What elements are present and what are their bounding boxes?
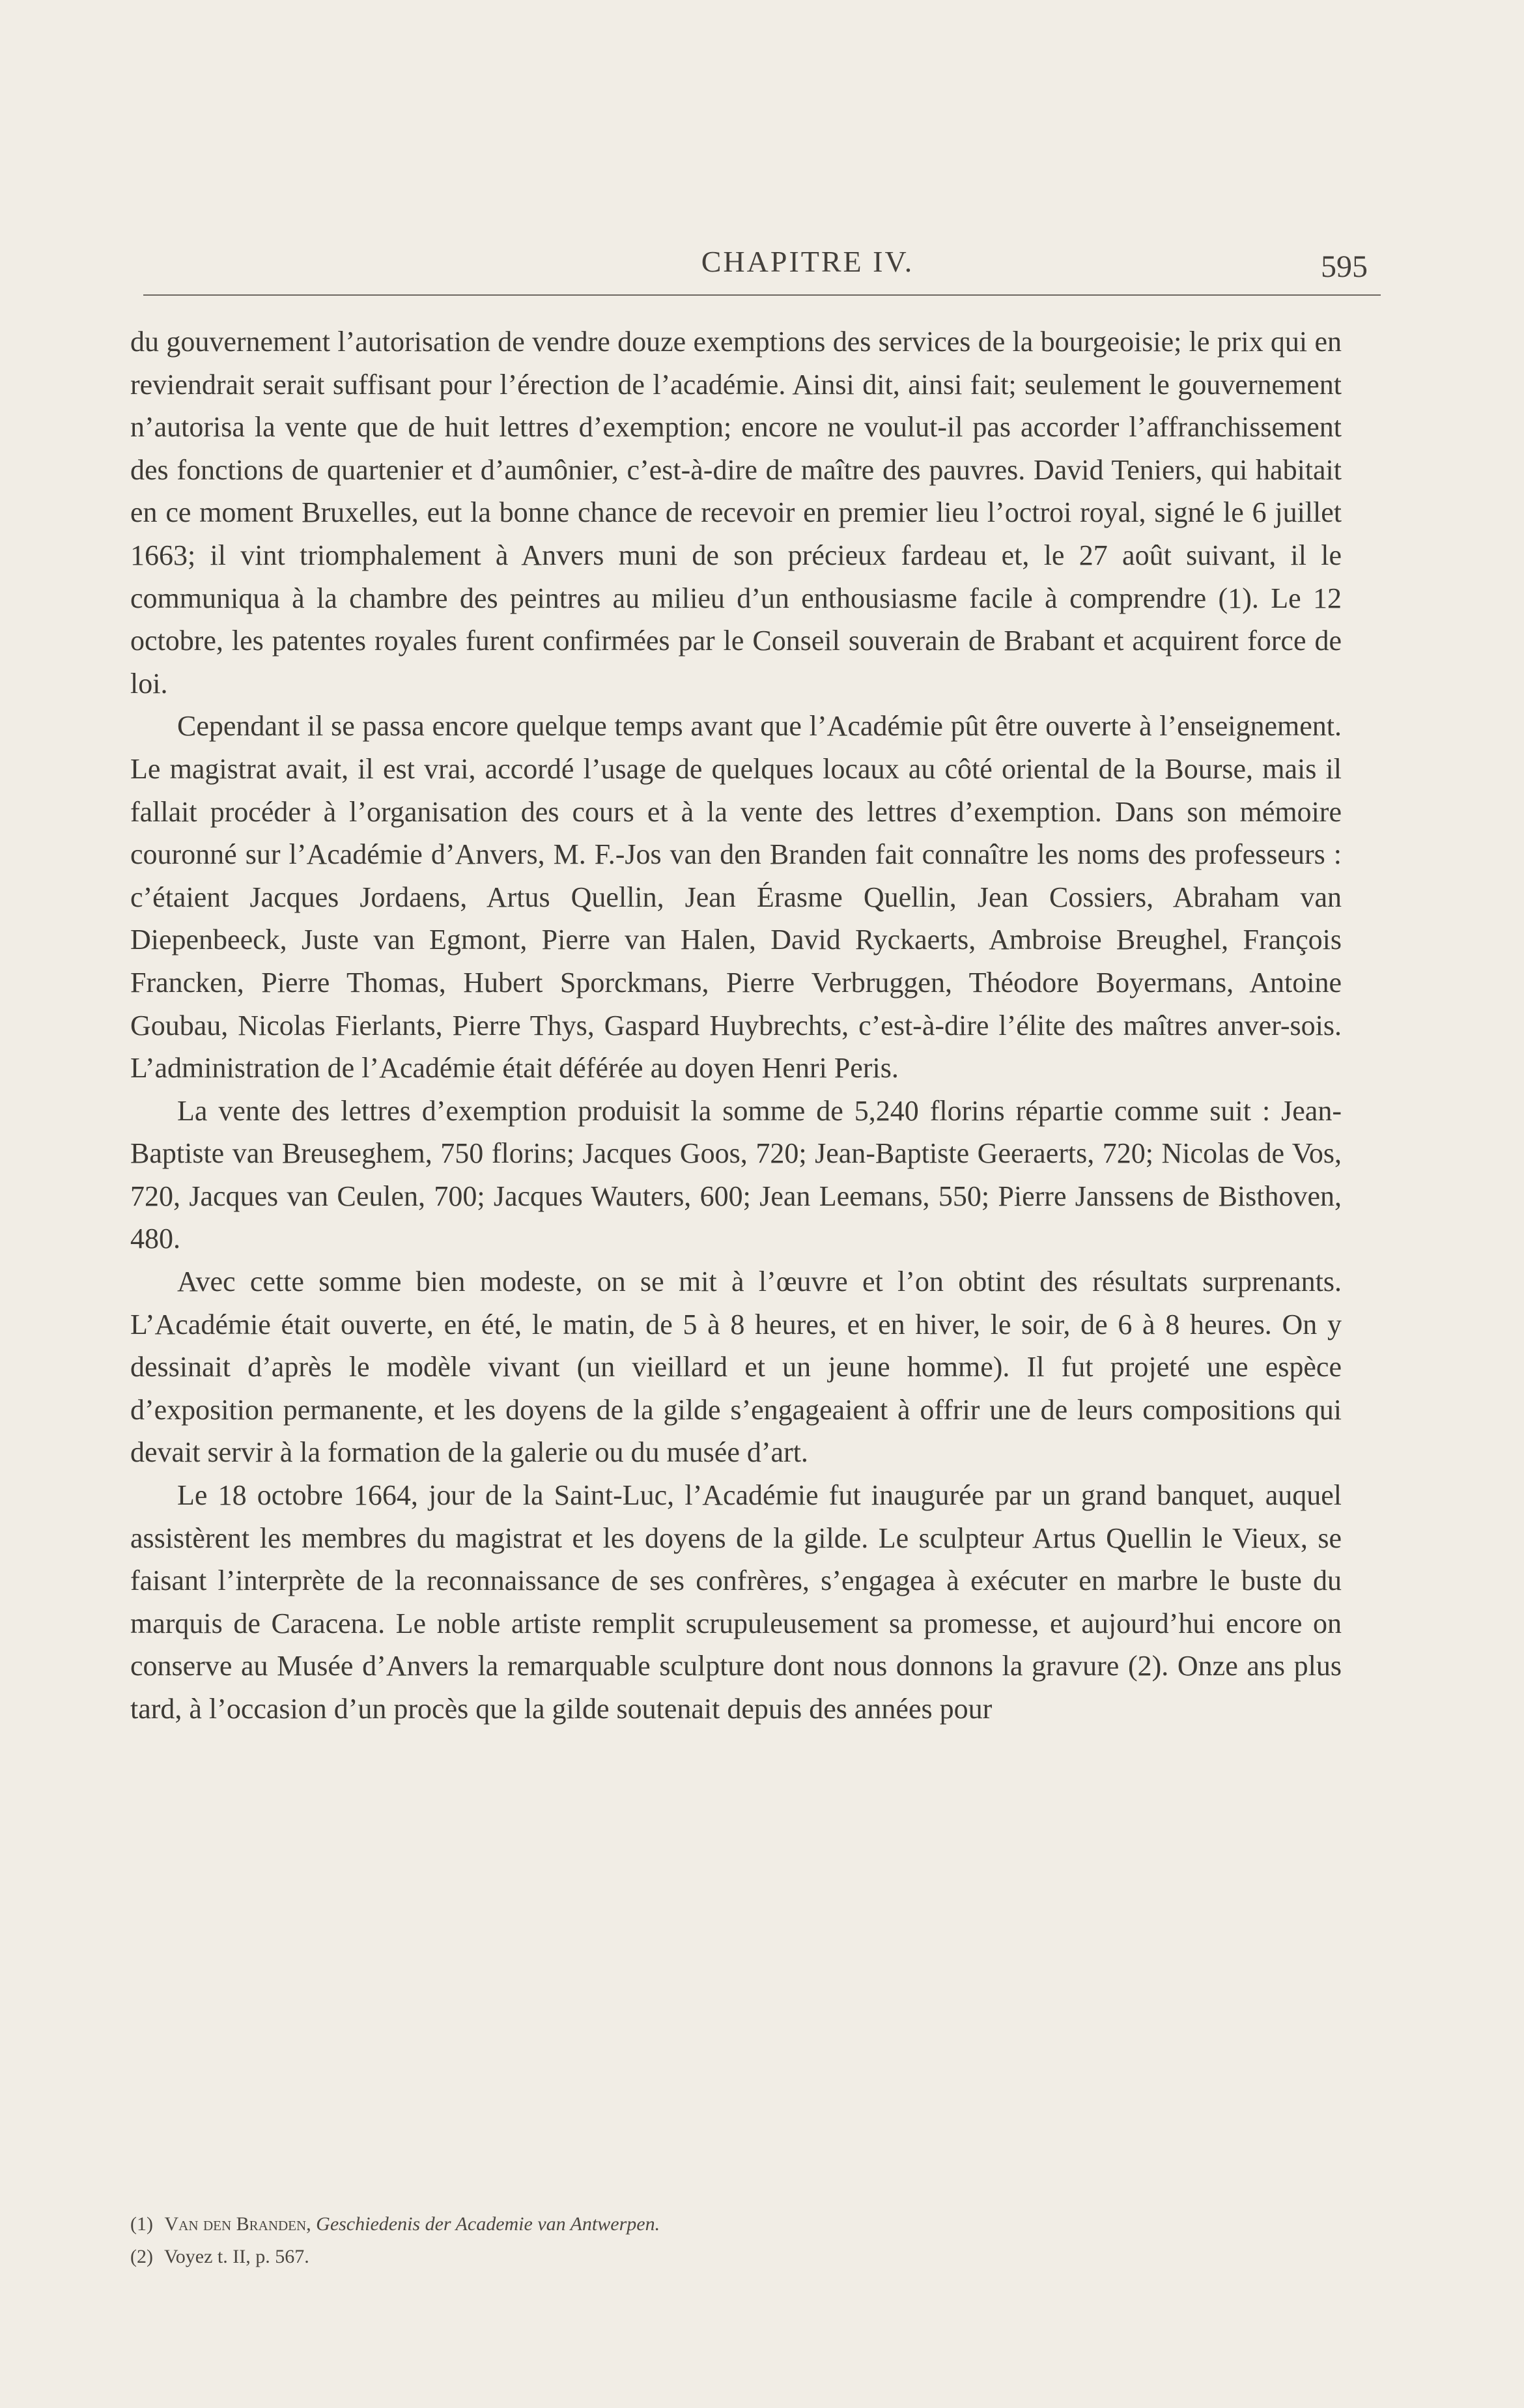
paragraph-5: Le 18 octobre 1664, jour de la Saint-Luc, l’Académie fut inaugurée par un grand banquet, auquel assistèrent les membres du magistrat et les doyens de la gilde. Le sculpteur Artus Quellin le Vieux, se faisant l’interprète de la reconnaissance de ses confrères, s’engagea à exécuter en marbre le buste du marquis de Caracena. Le noble artiste remplit scrupuleusement sa promesse, et aujourd’hui encore on conserve au Musée d’Anvers la remarquable sculpture dont nous donnons la gravure (2). Onze ans plus tard, à l’occasion d’un procès que la gilde soutenait depuis des années pour [130, 1479, 1342, 1725]
footnotes [130, 2208, 1342, 2273]
paragraph-4: Avec cette somme bien modeste, on se mit à l’œuvre et l’on obtint des résultats surprenants. L’Académie était ouverte, en été, le matin, de 5 à 8 heures, et en hiver, le soir, de 6 à 8 heures. On y dessinait d’après le modèle vivant (un vieillard et un jeune homme). Il fut projeté une espèce d’exposition permanente, et les doyens de la gilde s’engageaient à offrir une de leurs compositions qui devait servir à la formation de la galerie ou du musée d’art. [130, 1266, 1342, 1469]
footnote-1-title: Geschiedenis der Academie van Antwerpen. [316, 2213, 660, 2235]
page-header [143, 242, 1381, 301]
paragraph-1: du gouvernement l’autorisation de vendre douze exemptions des services de la bourgeoisie; le prix qui en reviendrait serait suffisant pour l’érection de l’académie. Ainsi dit, ainsi fait; seulement le gouvernement n’autorisa la vente que de huit lettres d’exemption; encore ne voulut-il pas accorder l’affranchissement des fonctions de quartenier et d’aumônier, c’est-à-dire de maître des pauvres. David Teniers, qui habitait en ce moment Bruxelles, eut la bonne chance de recevoir en premier lieu l’octroi royal, signé le 6 juillet 1663; il vint triomphalement à Anvers muni de son précieux fardeau et, le 27 août suivant, il le communiqua à la chambre des peintres au milieu d’un enthousiasme facile à comprendre (1). Le 12 octobre, les patentes royales furent confirmées par le Conseil souverain de Brabant et acquirent force de loi. [130, 326, 1342, 700]
header-rule [143, 294, 1381, 296]
body-text [130, 320, 1342, 2164]
paragraph-2: Cependant il se passa encore quelque temps avant que l’Académie pût être ouverte à l’enseignement. Le magistrat avait, il est vrai, accordé l’usage de quelques locaux au côté oriental de la Bourse, mais il fallait procéder à l’organisation des cours et à la vente des lettres d’exemption. Dans son mémoire couronné sur l’Académie d’Anvers, M. F.-Jos van den Branden fait connaître les noms des professeurs : c’étaient Jacques Jordaens, Artus Quellin, Jean Érasme Quellin, Jean Cossiers, Abraham van Diepenbeeck, Juste van Egmont, Pierre van Halen, David Ryckaerts, Ambroise Breughel, François Francken, Pierre Thomas, Hubert Sporckmans, Pierre Verbruggen, Théodore Boyermans, Antoine Goubau, Nicolas Fierlants, Pierre Thys, Gaspard Huybrechts, c’est-à-dire l’élite des maîtres anver-sois. L’administration de l’Académie était déférée au doyen Henri Peris. [130, 710, 1342, 1084]
running-head: CHAPITRE IV. [701, 245, 914, 278]
paragraph-3: La vente des lettres d’exemption produisit la somme de 5,240 florins répartie comme suit : Jean-Baptiste van Breuseghem, 750 florins; Jacques Goos, 720; Jean-Baptiste Geeraerts, 720; Nicolas de Vos, 720, Jacques van Ceulen, 700; Jacques Wauters, 600; Jean Leemans, 550; Pierre Janssens de Bisthoven, 480. [130, 1094, 1342, 1255]
footnote-2-text: Voyez t. II, p. 567. [163, 2246, 309, 2267]
footnote-1-mark: (1) [130, 2213, 153, 2235]
page-number: 595 [1321, 249, 1368, 284]
footnote-2 [130, 2241, 1342, 2273]
footnote-1 [130, 2208, 1342, 2241]
footnote-1-author: Van den Branden, [164, 2213, 311, 2235]
footnote-2-mark: (2) [130, 2246, 153, 2267]
